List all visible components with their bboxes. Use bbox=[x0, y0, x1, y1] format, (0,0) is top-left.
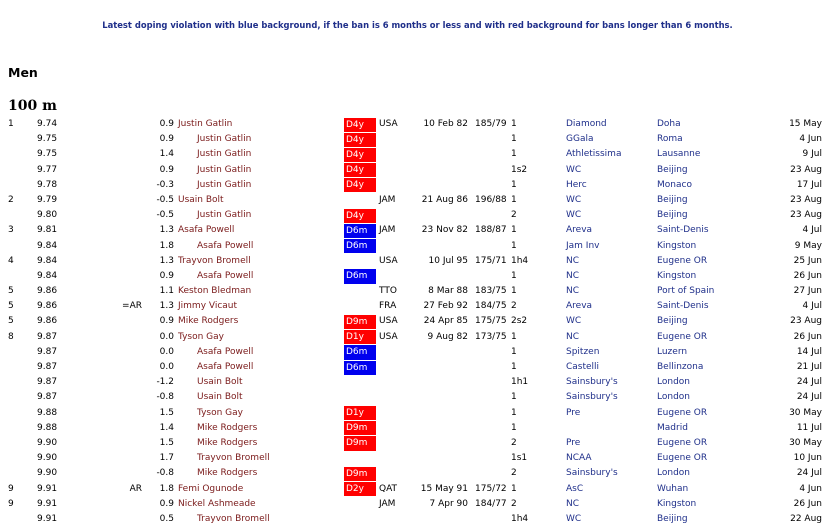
wind-cell: -0.5 bbox=[156, 194, 174, 205]
birthdate-cell: 10 Feb 82 bbox=[423, 119, 468, 129]
section-heading-men: Men bbox=[8, 65, 38, 80]
nation-cell: USA bbox=[379, 316, 398, 327]
result-row bbox=[0, 345, 835, 360]
city-link[interactable]: Eugene OR bbox=[657, 407, 708, 418]
athlete-name-link[interactable]: Usain Bolt bbox=[178, 194, 224, 205]
result-row bbox=[0, 178, 835, 193]
athlete-name-link[interactable]: Nickel Ashmeade bbox=[178, 498, 256, 509]
ban-badge: D4y bbox=[344, 133, 376, 147]
nation-cell: QAT bbox=[379, 483, 398, 494]
athlete-name-link[interactable]: Justin Gatlin bbox=[178, 119, 233, 129]
wind-cell: 1.3 bbox=[159, 255, 174, 266]
mark-cell: 9.79 bbox=[37, 194, 58, 205]
athlete-name-link[interactable]: Justin Gatlin bbox=[197, 149, 252, 160]
athlete-name-link[interactable]: Jimmy Vicaut bbox=[178, 301, 238, 312]
athlete-name-link[interactable]: Keston Bledman bbox=[178, 286, 252, 297]
meet-link[interactable]: Sainsbury's bbox=[566, 377, 618, 388]
result-row bbox=[0, 254, 835, 269]
wind-cell: 0.9 bbox=[159, 270, 174, 281]
height-weight-cell: 175/75 bbox=[475, 316, 507, 327]
meet-link[interactable]: Castelli bbox=[566, 362, 600, 372]
date-cell: 9 Jul bbox=[802, 149, 822, 160]
athlete-name-link[interactable]: Trayvon Bromell bbox=[178, 255, 251, 266]
result-row bbox=[0, 132, 835, 147]
date-cell: 26 Jun bbox=[793, 498, 822, 509]
date-cell: 27 Jun bbox=[793, 286, 822, 297]
result-row bbox=[0, 314, 835, 329]
ban-badge: D6m bbox=[344, 224, 376, 238]
athlete-name-link[interactable]: Usain Bolt bbox=[197, 392, 243, 403]
city-link[interactable]: Kingston bbox=[657, 240, 697, 251]
meet-link[interactable]: Spitzen bbox=[566, 346, 600, 357]
height-weight-cell: 184/77 bbox=[475, 498, 507, 509]
city-link[interactable]: Beijing bbox=[657, 316, 688, 327]
athlete-name-link[interactable]: Asafa Powell bbox=[197, 346, 254, 357]
date-cell: 15 May bbox=[789, 119, 822, 129]
result-row bbox=[0, 239, 835, 254]
city-link[interactable]: Kingston bbox=[657, 498, 697, 509]
position-cell: 1 bbox=[511, 270, 517, 281]
city-link[interactable]: Lausanne bbox=[657, 149, 701, 160]
city-link[interactable]: Beijing bbox=[657, 194, 688, 205]
meet-link[interactable]: Jam Inv bbox=[566, 240, 600, 251]
date-cell: 30 May bbox=[789, 407, 822, 418]
height-weight-cell: 175/71 bbox=[475, 255, 507, 266]
city-link[interactable]: Eugene OR bbox=[657, 331, 708, 342]
date-cell: 17 Jul bbox=[796, 179, 822, 190]
date-cell: 26 Jun bbox=[793, 331, 822, 342]
mark-cell: 9.81 bbox=[37, 225, 58, 236]
athlete-name-link[interactable]: Mike Rodgers bbox=[178, 316, 239, 327]
city-link[interactable]: London bbox=[657, 468, 690, 479]
doping-legend-notice: Latest doping violation with blue background, if the ban is 6 months or less and with red background for bans longer than 6 months. bbox=[102, 20, 733, 30]
position-cell: 1 bbox=[511, 346, 517, 357]
wind-cell: 1.7 bbox=[159, 453, 174, 464]
ban-badge: D6m bbox=[344, 239, 376, 253]
city-link[interactable]: Beijing bbox=[657, 210, 688, 221]
wind-cell: -0.5 bbox=[156, 210, 174, 221]
result-row bbox=[0, 421, 835, 436]
position-cell: 1 bbox=[511, 331, 517, 342]
athlete-name-link[interactable]: Trayvon Bromell bbox=[197, 513, 270, 524]
wind-cell: -0.3 bbox=[156, 179, 174, 190]
athlete-name-link[interactable]: Trayvon Bromell bbox=[197, 453, 270, 464]
meet-link[interactable]: NC bbox=[566, 286, 580, 297]
date-cell: 24 Jul bbox=[796, 377, 822, 388]
result-row bbox=[0, 193, 835, 208]
date-cell: 10 Jun bbox=[793, 453, 822, 464]
mark-cell: 9.78 bbox=[37, 179, 58, 190]
ban-badge: D4y bbox=[344, 148, 376, 162]
date-cell: 24 Jul bbox=[796, 392, 822, 403]
mark-cell: 9.84 bbox=[37, 255, 58, 266]
wind-cell: 1.4 bbox=[159, 149, 174, 160]
result-row bbox=[0, 451, 835, 466]
height-weight-cell: 184/75 bbox=[475, 301, 507, 312]
ban-badge: D4y bbox=[344, 118, 376, 132]
wind-cell: 0.0 bbox=[159, 331, 174, 342]
height-weight-cell: 173/75 bbox=[475, 331, 507, 342]
athlete-name-link[interactable]: Asafa Powell bbox=[178, 225, 235, 236]
result-row bbox=[0, 482, 835, 497]
athlete-name-link[interactable]: Justin Gatlin bbox=[197, 164, 252, 175]
position-cell: 1 bbox=[511, 392, 517, 403]
ban-badge: D9m bbox=[344, 467, 376, 481]
wind-cell: 1.8 bbox=[159, 483, 174, 494]
result-row bbox=[0, 436, 835, 451]
city-link[interactable]: Kingston bbox=[657, 270, 697, 281]
wind-cell: 0.9 bbox=[159, 316, 174, 327]
nation-cell: JAM bbox=[379, 194, 396, 205]
meet-link[interactable]: Athletissima bbox=[566, 149, 622, 160]
result-row bbox=[0, 223, 835, 238]
date-cell: 23 Aug bbox=[790, 164, 822, 175]
city-link[interactable]: Wuhan bbox=[657, 483, 689, 494]
ban-badge: D9m bbox=[344, 421, 376, 435]
birthdate-cell: 23 Nov 82 bbox=[421, 225, 468, 236]
athlete-name-link[interactable]: Femi Ogunode bbox=[178, 483, 244, 494]
ban-badge: D6m bbox=[344, 345, 376, 359]
mark-cell: 9.86 bbox=[37, 301, 58, 312]
nation-cell: FRA bbox=[379, 301, 397, 312]
athlete-name-link[interactable]: Asafa Powell bbox=[197, 362, 254, 372]
wind-cell: 0.9 bbox=[159, 498, 174, 509]
mark-cell: 9.87 bbox=[37, 331, 58, 342]
birthdate-cell: 9 Aug 82 bbox=[427, 331, 468, 342]
position-cell: 1 bbox=[511, 240, 517, 251]
ban-badge: D4y bbox=[344, 209, 376, 223]
athlete-name-link[interactable]: Tyson Gay bbox=[197, 407, 243, 418]
position-cell: 1h1 bbox=[511, 377, 529, 388]
result-row bbox=[0, 299, 835, 314]
height-weight-cell: 196/88 bbox=[475, 194, 507, 205]
wind-cell: 1.1 bbox=[159, 286, 174, 297]
position-cell: 1h4 bbox=[511, 513, 529, 524]
height-weight-cell: 185/79 bbox=[475, 119, 507, 129]
rank-cell: 9 bbox=[8, 483, 14, 494]
wind-cell: 0.9 bbox=[159, 164, 174, 175]
meet-link[interactable]: WC bbox=[566, 194, 582, 205]
meet-link[interactable]: WC bbox=[566, 210, 582, 221]
meet-link[interactable]: GGala bbox=[566, 134, 594, 145]
ban-badge: D6m bbox=[344, 269, 376, 283]
date-cell: 23 Aug bbox=[790, 210, 822, 221]
date-cell: 30 May bbox=[789, 437, 822, 448]
birthdate-cell: 7 Apr 90 bbox=[429, 498, 468, 509]
date-cell: 24 Jul bbox=[796, 468, 822, 479]
rank-cell: 2 bbox=[8, 194, 14, 205]
mark-cell: 9.86 bbox=[37, 286, 58, 297]
ban-badge: D9m bbox=[344, 315, 376, 329]
date-cell: 25 Jun bbox=[793, 255, 822, 266]
wind-cell: 1.5 bbox=[159, 437, 174, 448]
city-link[interactable]: Eugene OR bbox=[657, 453, 708, 464]
meet-link[interactable]: Diamond bbox=[566, 119, 607, 129]
meet-link[interactable]: Sainsbury's bbox=[566, 392, 618, 403]
mark-cell: 9.87 bbox=[37, 362, 58, 372]
meet-link[interactable]: NC bbox=[566, 331, 580, 342]
city-link[interactable]: Saint-Denis bbox=[657, 301, 709, 312]
date-cell: 4 Jun bbox=[799, 483, 822, 494]
city-link[interactable]: Eugene OR bbox=[657, 255, 708, 266]
meet-link[interactable]: Sainsbury's bbox=[566, 468, 618, 479]
meet-link[interactable]: AsC bbox=[566, 483, 584, 494]
results-list bbox=[0, 117, 835, 527]
meet-link[interactable]: Pre bbox=[566, 437, 581, 448]
result-row bbox=[0, 163, 835, 178]
date-cell: 21 Jul bbox=[796, 362, 822, 372]
position-cell: 2 bbox=[511, 210, 517, 221]
athlete-name-link[interactable]: Tyson Gay bbox=[178, 331, 224, 342]
meet-link[interactable]: WC bbox=[566, 164, 582, 175]
position-cell: 2 bbox=[511, 437, 517, 448]
result-row bbox=[0, 512, 835, 527]
rank-cell: 1 bbox=[8, 119, 14, 129]
result-row bbox=[0, 269, 835, 284]
athlete-name-link[interactable]: Justin Gatlin bbox=[197, 134, 252, 145]
date-cell: 11 Jul bbox=[796, 422, 822, 433]
rank-cell: 9 bbox=[8, 498, 14, 509]
meet-link[interactable]: NC bbox=[566, 255, 580, 266]
ban-badge: D1y bbox=[344, 406, 376, 420]
city-link[interactable]: Beijing bbox=[657, 164, 688, 175]
city-link[interactable]: Beijing bbox=[657, 513, 688, 524]
birthdate-cell: 24 Apr 85 bbox=[423, 316, 468, 327]
result-row bbox=[0, 375, 835, 390]
position-cell: 1 bbox=[511, 483, 517, 494]
position-cell: 1 bbox=[511, 194, 517, 205]
ban-badge: D4y bbox=[344, 178, 376, 192]
position-cell: 1 bbox=[511, 149, 517, 160]
ban-badge: D1y bbox=[344, 330, 376, 344]
wind-cell: 1.3 bbox=[159, 225, 174, 236]
wind-cell: 1.3 bbox=[159, 301, 174, 312]
date-cell: 22 Aug bbox=[790, 513, 822, 524]
rank-cell: 5 bbox=[8, 316, 14, 327]
mark-cell: 9.84 bbox=[37, 240, 58, 251]
meet-link[interactable]: Herc bbox=[566, 179, 587, 190]
rank-cell: 5 bbox=[8, 301, 14, 312]
mark-cell: 9.77 bbox=[37, 164, 58, 175]
meet-link[interactable]: Areva bbox=[566, 225, 593, 236]
nation-cell: USA bbox=[379, 119, 398, 129]
ban-badge: D6m bbox=[344, 361, 376, 375]
mark-cell: 9.86 bbox=[37, 316, 58, 327]
result-row bbox=[0, 147, 835, 162]
athlete-name-link[interactable]: Mike Rodgers bbox=[197, 468, 258, 479]
mark-cell: 9.75 bbox=[37, 134, 58, 145]
wind-cell: -0.8 bbox=[156, 392, 174, 403]
position-cell: 1 bbox=[511, 362, 517, 372]
ban-badge: D9m bbox=[344, 436, 376, 450]
event-heading-100m: 100 m bbox=[8, 98, 57, 114]
athlete-name-link[interactable]: Asafa Powell bbox=[197, 240, 254, 251]
nation-cell: JAM bbox=[379, 498, 396, 509]
mark-cell: 9.84 bbox=[37, 270, 58, 281]
result-row bbox=[0, 330, 835, 345]
position-cell: 2 bbox=[511, 301, 517, 312]
date-cell: 23 Aug bbox=[790, 316, 822, 327]
city-link[interactable]: Monaco bbox=[657, 179, 692, 190]
wind-cell: 0.0 bbox=[159, 362, 174, 372]
position-cell: 2 bbox=[511, 498, 517, 509]
city-link[interactable]: Madrid bbox=[657, 422, 688, 433]
meet-link[interactable]: Pre bbox=[566, 407, 581, 418]
rank-cell: 4 bbox=[8, 255, 14, 266]
result-row bbox=[0, 360, 835, 375]
date-cell: 26 Jun bbox=[793, 270, 822, 281]
city-link[interactable]: Luzern bbox=[657, 346, 688, 357]
meet-link[interactable]: NC bbox=[566, 498, 580, 509]
athlete-name-link[interactable]: Justin Gatlin bbox=[197, 179, 252, 190]
mark-cell: 9.90 bbox=[37, 437, 58, 448]
birthdate-cell: 21 Aug 86 bbox=[421, 194, 468, 205]
height-weight-cell: 183/75 bbox=[475, 286, 507, 297]
city-link[interactable]: Bellinzona bbox=[657, 362, 704, 372]
height-weight-cell: 188/87 bbox=[475, 225, 507, 236]
result-row bbox=[0, 406, 835, 421]
rank-cell: 8 bbox=[8, 331, 14, 342]
mark-cell: 9.74 bbox=[37, 119, 58, 129]
mark-cell: 9.80 bbox=[37, 210, 58, 221]
ban-badge: D4y bbox=[344, 163, 376, 177]
position-cell: 1s2 bbox=[511, 164, 528, 175]
position-cell: 1h4 bbox=[511, 255, 529, 266]
position-cell: 2s2 bbox=[511, 316, 528, 327]
position-cell: 1 bbox=[511, 407, 517, 418]
birthdate-cell: 27 Feb 92 bbox=[423, 301, 468, 312]
athlete-name-link[interactable]: Justin Gatlin bbox=[197, 210, 252, 221]
meet-link[interactable]: NCAA bbox=[566, 453, 592, 464]
athlete-name-link[interactable]: Asafa Powell bbox=[197, 270, 254, 281]
mark-cell: 9.87 bbox=[37, 392, 58, 403]
mark-cell: 9.90 bbox=[37, 453, 58, 464]
mark-cell: 9.88 bbox=[37, 422, 58, 433]
rank-cell: 3 bbox=[8, 225, 14, 236]
birthdate-cell: 15 May 91 bbox=[420, 483, 468, 494]
result-row bbox=[0, 390, 835, 405]
wind-cell: 0.5 bbox=[159, 513, 174, 524]
wind-cell: 0.9 bbox=[159, 119, 174, 129]
position-cell: 2 bbox=[511, 468, 517, 479]
rank-cell: 5 bbox=[8, 286, 14, 297]
position-cell: 1 bbox=[511, 286, 517, 297]
city-link[interactable]: London bbox=[657, 392, 690, 403]
city-link[interactable]: Port of Spain bbox=[657, 286, 715, 297]
birthdate-cell: 8 Mar 88 bbox=[428, 286, 468, 297]
position-cell: 1 bbox=[511, 134, 517, 145]
mark-cell: 9.91 bbox=[37, 498, 58, 509]
result-row bbox=[0, 466, 835, 481]
meet-link[interactable]: WC bbox=[566, 513, 582, 524]
nation-cell: JAM bbox=[379, 225, 396, 236]
result-row bbox=[0, 284, 835, 299]
city-link[interactable]: Saint-Denis bbox=[657, 225, 709, 236]
date-cell: 9 May bbox=[794, 240, 822, 251]
position-cell: 1 bbox=[511, 422, 517, 433]
position-cell: 1 bbox=[511, 119, 517, 129]
birthdate-cell: 10 Jul 95 bbox=[428, 255, 468, 266]
wind-cell: -1.2 bbox=[156, 377, 174, 388]
mark-cell: 9.87 bbox=[37, 346, 58, 357]
height-weight-cell: 175/72 bbox=[475, 483, 507, 494]
record-cell: =AR bbox=[122, 301, 142, 312]
position-cell: 1 bbox=[511, 179, 517, 190]
mark-cell: 9.91 bbox=[37, 483, 58, 494]
wind-cell: 1.8 bbox=[159, 240, 174, 251]
athlete-name-link[interactable]: Mike Rodgers bbox=[197, 422, 258, 433]
position-cell: 1 bbox=[511, 225, 517, 236]
athlete-name-link[interactable]: Usain Bolt bbox=[197, 377, 243, 388]
meet-link[interactable]: WC bbox=[566, 316, 582, 327]
result-row bbox=[0, 117, 835, 132]
mark-cell: 9.90 bbox=[37, 468, 58, 479]
mark-cell: 9.87 bbox=[37, 377, 58, 388]
date-cell: 4 Jun bbox=[799, 134, 822, 145]
meet-link[interactable]: NC bbox=[566, 270, 580, 281]
record-cell: AR bbox=[129, 483, 142, 494]
date-cell: 4 Jul bbox=[802, 225, 822, 236]
date-cell: 4 Jul bbox=[802, 301, 822, 312]
mark-cell: 9.75 bbox=[37, 149, 58, 160]
wind-cell: -0.8 bbox=[156, 468, 174, 479]
mark-cell: 9.88 bbox=[37, 407, 58, 418]
meet-link[interactable]: Areva bbox=[566, 301, 593, 312]
city-link[interactable]: Doha bbox=[657, 119, 681, 129]
nation-cell: USA bbox=[379, 255, 398, 266]
city-link[interactable]: Roma bbox=[657, 134, 683, 145]
wind-cell: 1.4 bbox=[159, 422, 174, 433]
date-cell: 23 Aug bbox=[790, 194, 822, 205]
result-row bbox=[0, 208, 835, 223]
wind-cell: 0.0 bbox=[159, 346, 174, 357]
city-link[interactable]: Eugene OR bbox=[657, 437, 708, 448]
city-link[interactable]: London bbox=[657, 377, 690, 388]
wind-cell: 0.9 bbox=[159, 134, 174, 145]
ban-badge: D2y bbox=[344, 482, 376, 496]
mark-cell: 9.91 bbox=[37, 513, 58, 524]
nation-cell: USA bbox=[379, 331, 398, 342]
date-cell: 14 Jul bbox=[796, 346, 822, 357]
position-cell: 1s1 bbox=[511, 453, 528, 464]
nation-cell: TTO bbox=[379, 286, 397, 297]
athlete-name-link[interactable]: Mike Rodgers bbox=[197, 437, 258, 448]
result-row bbox=[0, 497, 835, 512]
wind-cell: 1.5 bbox=[159, 407, 174, 418]
